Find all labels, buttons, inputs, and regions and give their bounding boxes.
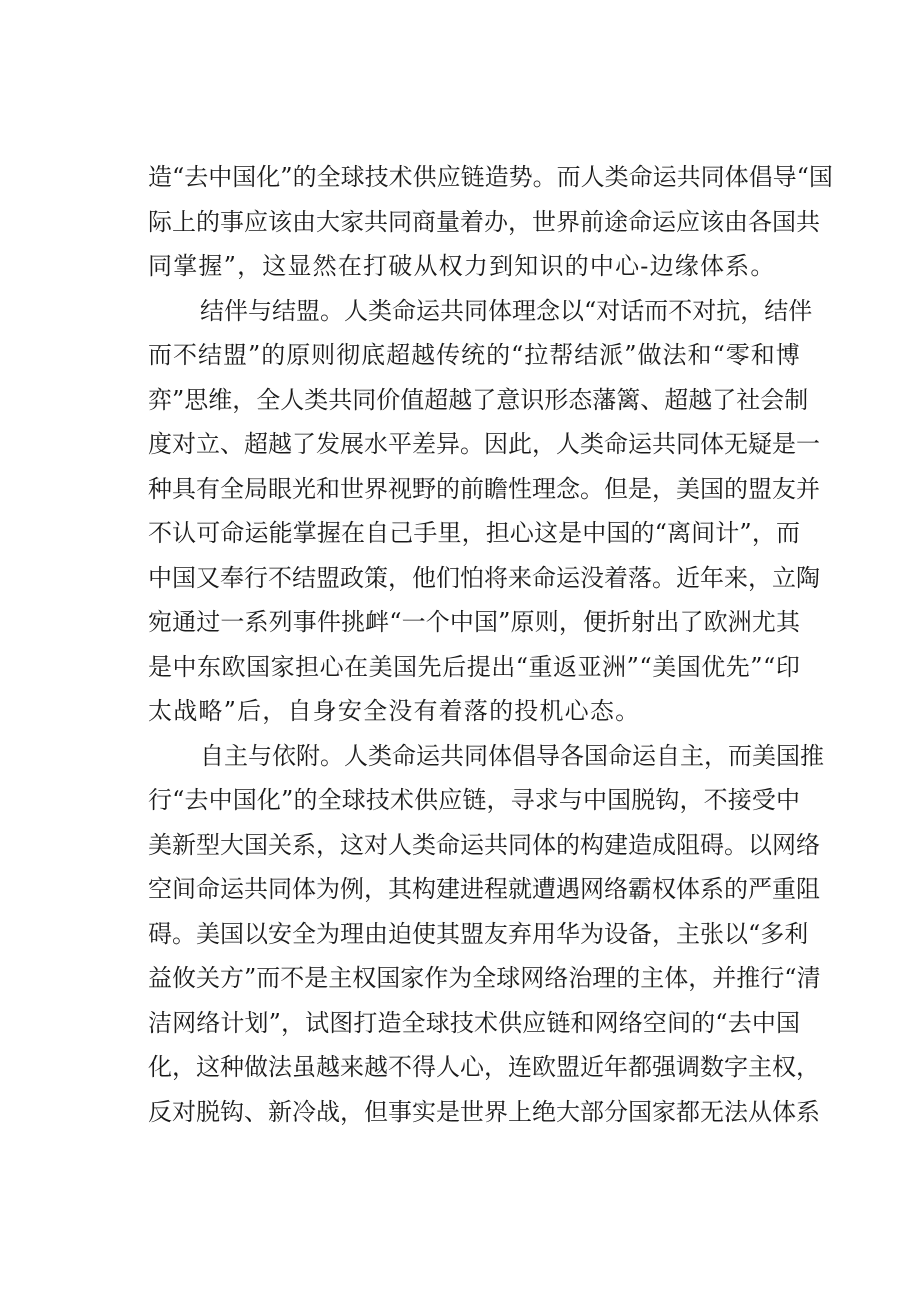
- text-line: 自 主 与 依 附 。 人 类 命 运 共 同 体 倡 导 各 国 命 运 自 主 ， 而 美 国 推: [200, 741, 824, 770]
- text-line: 化 ， 这 种 做 法 虽 越 来 越 不 得 人 心 ， 连 欧 盟 近 年 都 强 调 数 字 主 权 ，: [148, 1053, 820, 1081]
- text-line: 益 攸 关 方 ” 而 不 是 主 权 国 家 作 为 全 球 网 络 治 理 的 主 体 ， 并 推 行 “ 清: [148, 964, 821, 992]
- text-line: 际 上 的 事 应 该 由 大 家 共 同 商 量 着 办 ， 世 界 前 途 命 运 应 该 由 各 国 共: [148, 207, 820, 236]
- text-line: 同掌握”，这显然在打破从权力到知识的中心-边缘体系。: [148, 252, 776, 280]
- text-line: 弈 ” 思 维 ， 全 人 类 共 同 价 值 超 越 了 意 识 形 态 藩 篱 、 超 越 了 社 会 制: [148, 385, 809, 414]
- text-line: 度 对 立 、 超 越 了 发 展 水 平 差 异 。 因 此 ， 人 类 命 运 共 同 体 无 疑 是 一: [148, 430, 820, 458]
- text-line: 碍 。 美 国 以 安 全 为 理 由 迫 使 其 盟 友 弃 用 华 为 设 备 ， 主 张 以 “ 多 利: [148, 919, 809, 948]
- body-text: [148, 155, 833, 1134]
- text-line: 种 具 有 全 局 眼 光 和 世 界 视 野 的 前 瞻 性 理 念 。 但 是 ， 美 国 的 盟 友 并: [148, 474, 820, 503]
- text-line: 中 国 又 奉 行 不 结 盟 政 策 ， 他 们 怕 将 来 命 运 没 着 落 。 近 年 来 ， 立 陶: [148, 563, 820, 592]
- text-line: 反 对 脱 钩 、 新 冷 战 ， 但 事 实 是 世 界 上 绝 大 部 分 国 家 都 无 法 从 体 系: [148, 1097, 820, 1126]
- text-line: 行 “ 去 中 国 化 ” 的 全 球 技 术 供 应 链 ， 寻 求 与 中 国 脱 钩 ， 不 接 受 中: [148, 786, 800, 814]
- text-line: 洁 网 络 计 划 ” ， 试 图 打 造 全 球 技 术 供 应 链 和 网 络 空 间 的 “ 去 中 国: [148, 1008, 800, 1037]
- text-line: 结 伴 与 结 盟 。 人 类 命 运 共 同 体 理 念 以 “ 对 话 而 不 对 抗 ， 结 伴: [200, 296, 813, 325]
- text-line: 不 认 可 命 运 能 掌 握 在 自 己 手 里 ， 担 心 这 是 中 国 的 “ 离 间 计 ” ， 而: [148, 519, 800, 547]
- text-line: 太战略”后，自身安全没有着落的投机心态。: [148, 697, 641, 725]
- text-line: 是 中 东 欧 国 家 担 心 在 美 国 先 后 提 出 “ 重 返 亚 洲 ” “ 美 国 优 先 ” “ 印: [148, 652, 800, 681]
- text-line: 宛 通 过 一 系 列 事 件 挑 衅 “ 一 个 中 国 ” 原 则 ， 便 折 射 出 了 欧 洲 尤 其: [148, 608, 800, 636]
- text-line: 空 间 命 运 共 同 体 为 例 ， 其 构 建 进 程 就 遭 遇 网 络 霸 权 体 系 的 严 重 阻: [148, 875, 820, 903]
- text-line: 造 “ 去 中 国 化 ” 的 全 球 技 术 供 应 链 造 势 。 而 人 类 命 运 共 同 体 倡 导 “ 国: [148, 163, 833, 191]
- text-line: 而 不 结 盟 ” 的 原 则 彻 底 超 越 传 统 的 “ 拉 帮 结 派 ” 做 法 和 “ 零 和 博: [148, 341, 800, 369]
- text-line: 美 新 型 大 国 关 系 ， 这 对 人 类 命 运 共 同 体 的 构 建 造 成 阻 碍 。 以 网 络: [148, 830, 820, 859]
